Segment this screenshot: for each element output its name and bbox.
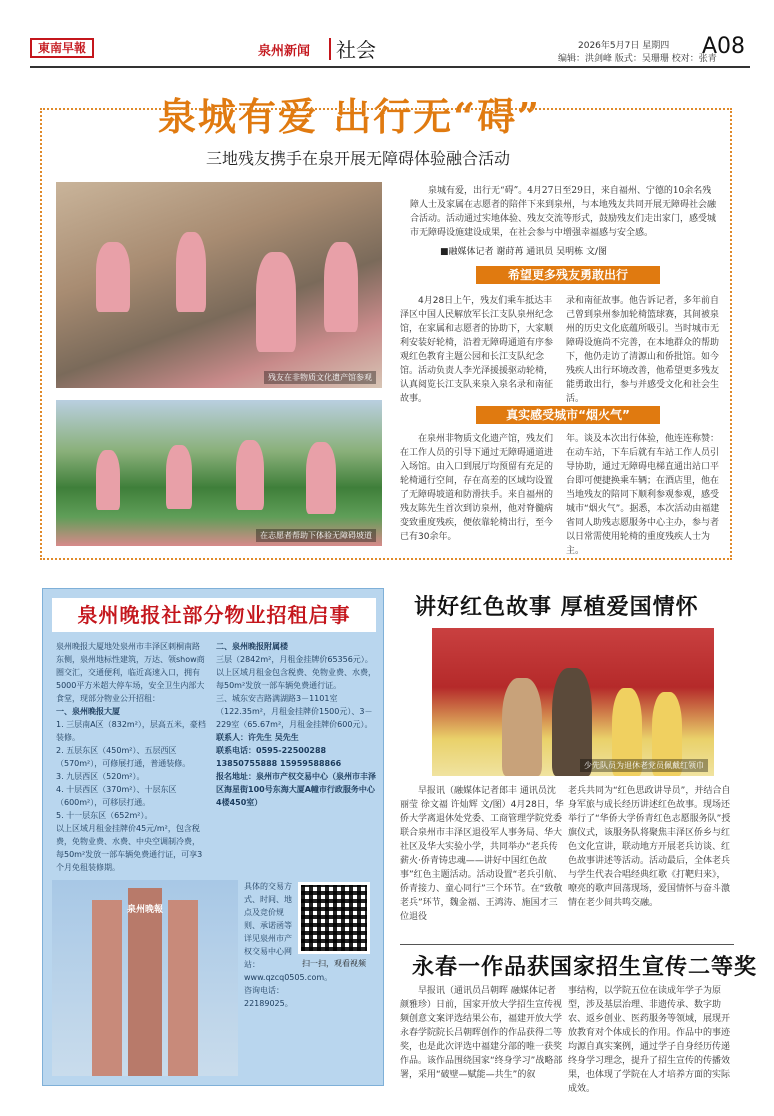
photo-caption: 残友在非物质文化遗产馆参观 — [264, 371, 376, 384]
ceremony-photo — [432, 628, 714, 776]
feature-byline: ■融媒体记者 谢莳苒 通讯员 吴明栋 文/图 — [440, 247, 607, 257]
masthead — [30, 34, 750, 68]
photo-figure — [96, 242, 130, 312]
section1-text-left: 4月28日上午，残友们乘车抵达丰泽区中国人民解放军长江支队泉州纪念馆，在家属和志愿者的协助下，大家顺利安装好轮椅，沿着无障碍通道有序参观红色教育主题公园和长江支队纪念馆。活动负责人李光泽援援驱动轮椅，认真阅览长江支队来泉入泉名录和南征故事。 — [400, 296, 554, 404]
ad-item: 5. 十一层东区（652m²）。 — [56, 811, 153, 820]
ad-intro: 泉州晚报大厦地处泉州市丰泽区刺桐南路东侧，泉州地标性建筑，万达、领show商圈交汇，交通便利，临近高速入口，拥有5000平方米超大停车场，安全卫生内部大食堂，现部分物业公开招租： — [56, 642, 205, 703]
article3-text-right: 事结构，以学院五位在读成年学子为原型，涉及基层治理、非遗传承、数字助农、返乡创业、医药服务等领域，展现开放教育对个体成长的作用。作品中的事迹均源自真实案例，通过学子自身经历传递终身学习理念，提升了招生宣传的传播效果，也体现了学院在人才培养方面的实际成效。 — [568, 986, 731, 1094]
ad-detail: 具体的交易方式、时间、地点及竞价规则、承诺函等详见泉州市产权交易中心网站：www.qzcq0505.com。咨询电话：22189025。 — [244, 882, 333, 1008]
museum-photo — [56, 182, 382, 388]
ad-phone: 联系电话：0595-22500288 13850755888 15959588866 — [216, 746, 342, 768]
section-banner-1: 希望更多残友勇敢出行 — [476, 266, 660, 284]
ad-column-1 — [56, 640, 206, 880]
ad-list-title: 一、泉州晚报大厦 — [56, 707, 120, 716]
ad-column-2 — [216, 640, 376, 876]
article3-text-left: 早报讯（通讯员吕朝晖 融媒体记者颜雅珍）日前，国家开放大学招生宣传视频创意文案评选结果公布，福建开放大学永春学院院长吕朝晖创作的作品获得二等奖，也是此次评选中福建分部的唯一获奖作品。该作品围绕国家“终身学习”战略部署，采用“破壁—赋能—共生”的叙 — [400, 986, 563, 1080]
photo-figure — [256, 252, 296, 352]
photo-caption: 在志愿者帮助下体验无障碍坡道 — [256, 529, 376, 542]
issue-editors: 编辑：洪剑峰 版式：吴珊珊 校对：张青 — [558, 54, 717, 64]
ad-section2-title: 二、泉州晚报附属楼 — [216, 642, 288, 651]
article2-text-right: 老兵共同为“红色思政讲导员”，并结合自身军旅与成长经历讲述红色故事。现场还举行了“华侨大学侨青红色志愿服务队”授旗仪式，该服务队将聚焦丰泽区侨乡与红色文化宣讲，联动地方开展老兵访谈、红色故事讲述等活动。活动最后，全体老兵与学生代表合唱经典红歌《打靶归来》，嘹亮的歌声回荡现场，爱国情怀与奋斗激情在老少间共鸣交融。 — [568, 786, 731, 908]
ad-contact: 联系人：许先生 吴先生 — [216, 733, 299, 742]
ad-terms: 以上区域月租金挂牌价45元/m²，包含税费，免物业费、水费、中央空调制冷费，每50m²发放一部车辆免费通行证，可享3个月免租装修期。 — [56, 824, 203, 872]
ad-section2-text: 三层（2842m²，月租金挂牌价65356元）。以上区域月租金包含税费、免物业费、水费，每50m²发放一部车辆免费通行证。 — [216, 655, 376, 690]
photo-caption: 少先队员为退休老党员佩戴红领巾 — [580, 759, 708, 772]
building-tower — [128, 888, 162, 1076]
photo-figure — [96, 450, 120, 510]
article2-text-left: 早报讯（融媒体记者郎丰 通讯员沈丽莹 徐文福 许灿辉 文/图）4月28日，华侨大学离退休处党委、工商管理学院党委联合泉州市丰泽区退役军人事务局、华大社区及华大实验小学，共同举办“老兵传薪火·侨青铸忠魂——讲好中国红色故事”红色主题活动。活动设置“老兵引航、侨青接力、童心同行”三个环节。在“致敬老兵”环节，魏金福、王鸿涛、施国才三位退役 — [400, 786, 564, 922]
ramp-photo — [56, 400, 382, 546]
newspaper-building-photo — [52, 880, 238, 1076]
ad-item: 3. 九层西区（520m²）。 — [56, 772, 145, 781]
section-divider — [329, 38, 331, 60]
article-divider — [400, 944, 734, 945]
feature-subhead: 三地残友携手在泉开展无障碍体验融合活动 — [206, 149, 511, 168]
ad-title: 泉州晚报社部分物业招租启事 — [52, 598, 376, 632]
ad-item: 1. 三层南A区（832m²），层高五米，豪档装修。 — [56, 720, 206, 742]
page-number: A08 — [702, 34, 746, 59]
photo-figure — [502, 678, 542, 776]
feature-headline: 泉城有爱 出行无“碍” — [158, 94, 541, 139]
photo-figure — [166, 445, 192, 509]
section2-text-left: 在泉州非物质文化遗产馆，残友们在工作人员的引导下通过无障碍通道进入场馆。由入口到展厅均预留有充足的轮椅通行空间，存在高差的区域均设置了无障碍坡道和防滑扶手。来自福州的残友陈先生首次到访泉州，他对脊髓病变致重度残疾，便依靠轮椅出行，至今已有30余年。 — [400, 434, 554, 542]
photo-figure — [306, 442, 336, 514]
section-name: 社会 — [336, 38, 376, 62]
section-banner-2: 真实感受城市“烟火气” — [476, 406, 660, 424]
ad-section3: 三、城东安吉路满湖路3－1101室（122.35m²，月租金挂牌价1500元）、3－229室（65.67m²，月租金挂牌价600元）。 — [216, 694, 373, 729]
building-sign: 泉州晚報 — [126, 905, 163, 915]
qr-code[interactable] — [298, 882, 370, 954]
section1-text-right: 录和南征故事。他告诉记者，多年前自己曾到泉州参加轮椅篮球赛，其间被泉州的历史文化底蕴所吸引。当时城市无障碍设施尚不完善，在本地群众的帮助下，他仍走访了清源山和侨批馆。如今残疾人出行环境改善，他希望更多残友能勇敢出行，参与并感受文化和社会生活。 — [566, 296, 720, 404]
photo-figure — [236, 440, 264, 510]
ad-item: 4. 十层西区（370m²）、十层东区（600m²），可移层打通。 — [56, 785, 177, 807]
article3-title: 永春一作品获国家招生宣传二等奖 — [412, 954, 758, 980]
building-tower — [92, 900, 122, 1076]
feature-lead: 泉城有爱，出行无“碍”。4月27日至29日，来自福州、宁德的10余名残障人士及家属在志愿者的陪伴下来到泉州，与本地残友共同开展无障碍社会融合活动。活动通过实地体验、残友交流等形式，鼓励残友们走出家门，感受城市无障碍设施建设成果，在社会参与中增强幸福感与安全感。 — [410, 186, 717, 238]
section2-text-right: 年。谈及本次出行体验，他连连称赞：在动车站，下车后就有车站工作人员引导协助，通过无障碍电梯直通出站口平台即可便捷换乘车辆；在酒店里，他在当地残友的陪同下顺利参观参观，感受城市“烟火气”。据悉，本次活动由福建省同人助残志愿服务中心主办，参与者以日常需使用轮椅的重度残疾人士为主。 — [566, 434, 720, 556]
article2-title: 讲好红色故事 厚植爱国情怀 — [414, 594, 699, 620]
issue-date: 2026年5月7日 星期四 — [578, 41, 670, 51]
ad-item: 2. 五层东区（450m²）、五层西区（570m²），可修展打通，普通装修。 — [56, 746, 191, 768]
building-tower — [168, 900, 198, 1076]
section-label: 泉州新闻 — [258, 44, 311, 59]
qr-caption: 扫一扫，观看视频 — [302, 959, 366, 968]
newspaper-logo: 東南早報 — [30, 38, 94, 58]
ad-address: 报名地址：泉州市产权交易中心（泉州市丰泽区海星街100号东海大厦A幢市行政服务中心4楼450室） — [216, 772, 376, 807]
photo-figure — [324, 242, 358, 332]
photo-figure — [176, 232, 206, 312]
